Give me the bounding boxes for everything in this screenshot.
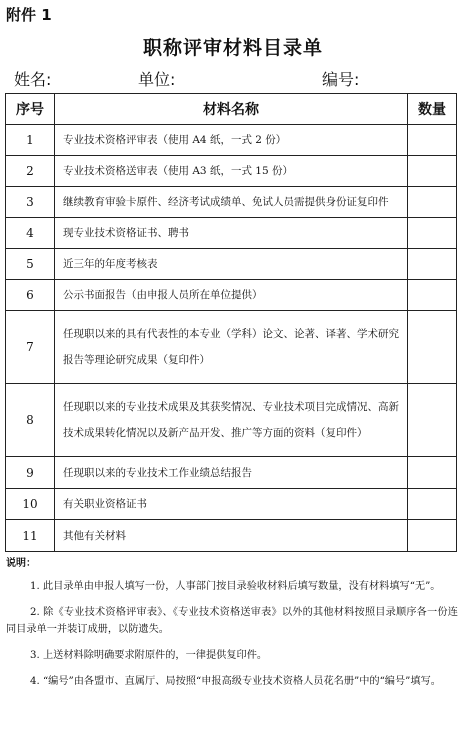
row-quantity-cell[interactable] <box>408 125 457 156</box>
material-line: 任现职以来的专业技术成果及其获奖情况、专业技术项目完成情况、高新 <box>63 401 399 413</box>
row-material <box>55 156 408 187</box>
material-line: 有关职业资格证书 <box>63 498 147 510</box>
row-quantity-cell[interactable] <box>408 249 457 280</box>
row-quantity-cell[interactable] <box>408 280 457 311</box>
material-line: 近三年的年度考核表 <box>63 258 158 270</box>
table-row <box>6 457 457 489</box>
header-no: 序号 <box>6 94 55 125</box>
row-material <box>55 125 408 156</box>
material-line: 专业技术资格评审表（使用 A4 纸，一式 2 份） <box>63 134 287 146</box>
row-quantity-cell[interactable] <box>408 489 457 520</box>
row-number: 6 <box>6 280 55 311</box>
attachment-label: 附件 1 <box>6 6 52 24</box>
row-material <box>55 249 408 280</box>
table-row <box>6 156 457 187</box>
notes-heading: 说明： <box>6 558 36 569</box>
row-material <box>55 489 408 520</box>
row-quantity-cell[interactable] <box>408 218 457 249</box>
row-material <box>55 457 408 489</box>
name-label: 姓名: <box>14 70 52 89</box>
row-number: 10 <box>6 489 55 520</box>
row-number: 4 <box>6 218 55 249</box>
table-row <box>6 125 457 156</box>
material-line: 报告等理论研究成果（复印件） <box>63 354 210 366</box>
header-qty: 数量 <box>408 94 457 125</box>
material-line: 任现职以来的具有代表性的本专业（学科）论文、论著、译著、学术研究 <box>63 328 399 340</box>
header-material: 材料名称 <box>55 94 408 125</box>
row-number: 3 <box>6 187 55 218</box>
row-material <box>55 187 408 218</box>
materials-table <box>5 93 457 552</box>
note-item: 1. 此目录单由申报人填写一份，人事部门按目录验收材料后填写数量，没有材料填写“无”。 <box>30 581 441 592</box>
row-number: 9 <box>6 457 55 489</box>
row-number: 2 <box>6 156 55 187</box>
row-quantity-cell[interactable] <box>408 520 457 552</box>
note-item: 2. 除《专业技术资格评审表》、《专业技术资格送审表》以外的其他材料按照目录顺序各一份连同目录单一并装订成册，以防遗失。 <box>6 607 458 635</box>
row-number: 11 <box>6 520 55 552</box>
material-line: 继续教育审验卡原件、经济考试成绩单、免试人员需提供身份证复印件 <box>63 196 389 208</box>
row-material <box>55 280 408 311</box>
material-line: 现专业技术资格证书、聘书 <box>63 227 189 239</box>
material-line: 专业技术资格送审表（使用 A3 纸，一式 15 份） <box>63 165 293 177</box>
material-line: 其他有关材料 <box>63 529 126 542</box>
row-material <box>55 218 408 249</box>
row-quantity-cell[interactable] <box>408 457 457 489</box>
table-row <box>6 489 457 520</box>
row-number: 1 <box>6 125 55 156</box>
row-material <box>55 520 408 552</box>
table-row <box>6 249 457 280</box>
material-line: 公示书面报告（由申报人员所在单位提供） <box>63 289 263 301</box>
table-header-row <box>6 94 457 125</box>
unit-label: 单位: <box>138 70 176 89</box>
table-row <box>6 520 457 552</box>
table-row <box>6 187 457 218</box>
row-quantity-cell[interactable] <box>408 384 457 457</box>
table-row <box>6 384 457 457</box>
row-quantity-cell[interactable] <box>408 187 457 218</box>
row-number: 5 <box>6 249 55 280</box>
code-label: 编号: <box>322 70 360 89</box>
material-line: 技术成果转化情况以及新产品开发、推广等方面的资料（复印件） <box>63 427 368 439</box>
row-material <box>55 384 408 457</box>
note-item: 4. “编号”由各盟市、直属厅、局按照“申报高级专业技术资格人员花名册”中的“编号”填写。 <box>30 676 441 687</box>
row-material <box>55 311 408 384</box>
row-quantity-cell[interactable] <box>408 311 457 384</box>
material-line: 任现职以来的专业技术工作业绩总结报告 <box>63 466 252 479</box>
row-number: 7 <box>6 311 55 384</box>
table-row <box>6 311 457 384</box>
document-title: 职称评审材料目录单 <box>142 37 323 59</box>
row-quantity-cell[interactable] <box>408 156 457 187</box>
table-row <box>6 280 457 311</box>
notes-section <box>6 555 458 699</box>
table-row <box>6 218 457 249</box>
note-item: 3. 上送材料除明确要求附原件的，一律提供复印件。 <box>30 650 268 661</box>
row-number: 8 <box>6 384 55 457</box>
